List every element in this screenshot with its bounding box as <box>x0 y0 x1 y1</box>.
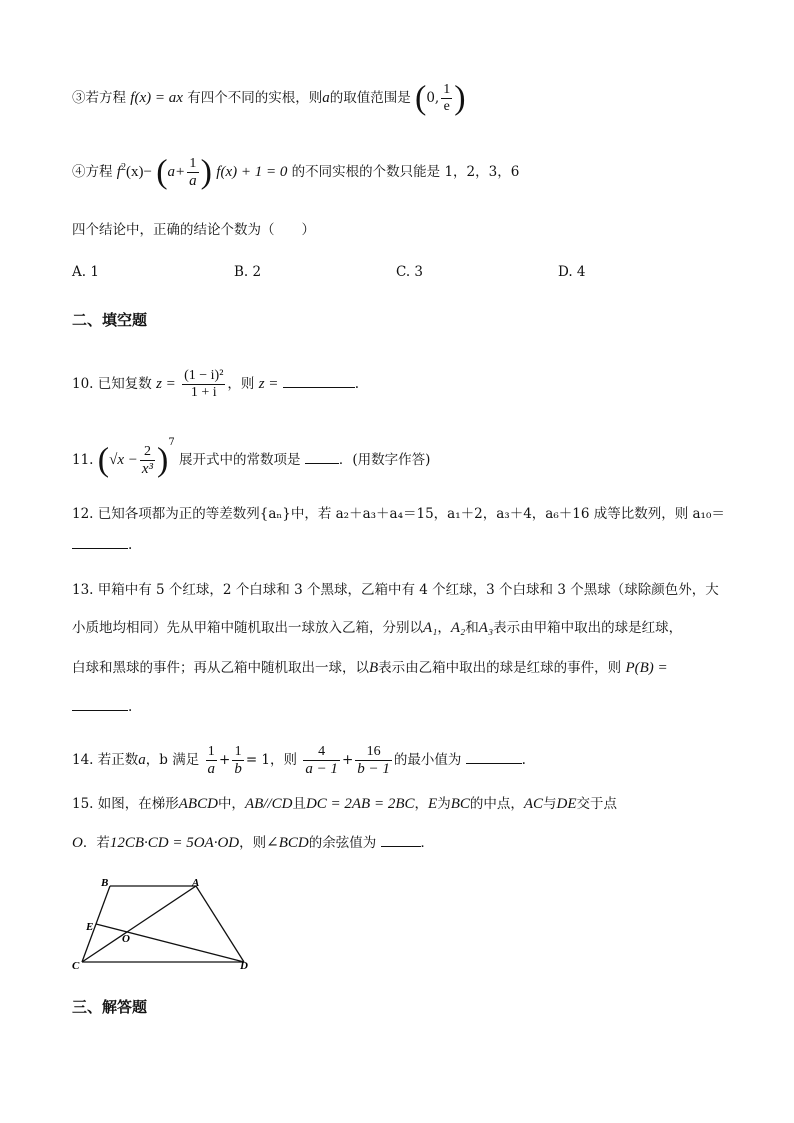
section-title-solutions: 三、解答题 <box>72 998 148 1016</box>
q15-line1: 15. 如图，在梯形ABCD中，AB//CD且DC = 2AB = 2BC，E为BC的中点，AC与DE交于点 <box>72 796 618 812</box>
q13-line2: 小质地均相同）先从甲箱中随机取出一球放入乙箱，分别以A₁，A₂和A₃表示由甲箱中取出的球是红球， <box>72 620 683 636</box>
q13-line3: 白球和黑球的事件；再从乙箱中随机取出一球，以B表示由乙箱中取出的球是红球的事件，则 P(B) = <box>72 660 668 676</box>
answer-blank <box>466 749 522 764</box>
left-paren: ( <box>415 79 427 117</box>
answer-blank <box>283 373 355 388</box>
q9-item4: ④方程 $f^2(x)- (a+$ $\frac{1}{a}$ ) f(x) + 1 = 0 的不同实根的个数只能是 1，2，3，6 <box>72 153 520 191</box>
answer-blank <box>72 534 128 549</box>
label-e: E <box>86 921 94 933</box>
q9-question: 四个结论中，正确的结论个数为（ ） <box>72 222 315 238</box>
q13-line1: 13. 甲箱中有 5 个红球，2 个白球和 3 个黑球，乙箱中有 4 个红球，3 个白球和 3 个黑球（球除颜色外，大 <box>72 582 719 598</box>
answer-blank <box>381 832 421 847</box>
q11: 11. (√x − $\frac{2}{\text{x³}}$ )$^7$ 展开式中的常数项是 ．(用数字作答) <box>72 436 431 479</box>
q9-item3: ③若方程 f(x) = ax 有四个不同的实根，则a的取值范围是 (0, $\frac{1}{e}$ ) <box>72 79 466 117</box>
trapezoid-figure <box>68 874 268 974</box>
edge-ad <box>196 886 244 962</box>
label-c: C <box>72 960 80 972</box>
label-a: A <box>192 877 200 889</box>
option-a: A. 1 <box>72 264 99 280</box>
q14: 14. 若正数a，b 满足 $\frac{1}{a}$ + $\frac{1}{b}$ = 1，则 $\frac{4}{a - 1}$ + $\frac{16}{b - 1}$ 的最小值为 . <box>72 744 526 777</box>
answer-blank <box>72 696 128 711</box>
option-d: D. 4 <box>558 264 586 280</box>
right-paren: ) <box>454 79 466 117</box>
fraction: $\frac{1}{e}$ <box>443 82 451 114</box>
item3-func: f(x) = ax <box>130 90 183 106</box>
q15-line2: O．若12CB·CD = 5OA·OD，则∠BCD的余弦值为 ． <box>72 832 434 853</box>
label-d: D <box>240 960 248 972</box>
segment-ac <box>82 886 196 962</box>
option-c: C. 3 <box>396 264 424 280</box>
label-b: B <box>101 877 109 889</box>
q10: 10. 已知复数 z = $\frac{\text{(1 − i)²}}{1 + i}$ ，则 z = . <box>72 368 359 400</box>
section-title-fill-in: 二、填空题 <box>72 311 148 329</box>
label-o: O <box>122 933 130 945</box>
segment-de <box>96 924 244 962</box>
q12-line1: 12. 已知各项都为正的等差数列{aₙ}中，若 a₂＋a₃＋a₄＝15，a₁＋2，a₃＋4，a₆＋16 成等比数列，则 a₁₀＝ <box>72 506 725 522</box>
answer-blank <box>305 449 339 464</box>
q13-line4: . <box>72 696 132 717</box>
q12-line2: . <box>72 534 132 555</box>
option-b: B. 2 <box>234 264 262 280</box>
